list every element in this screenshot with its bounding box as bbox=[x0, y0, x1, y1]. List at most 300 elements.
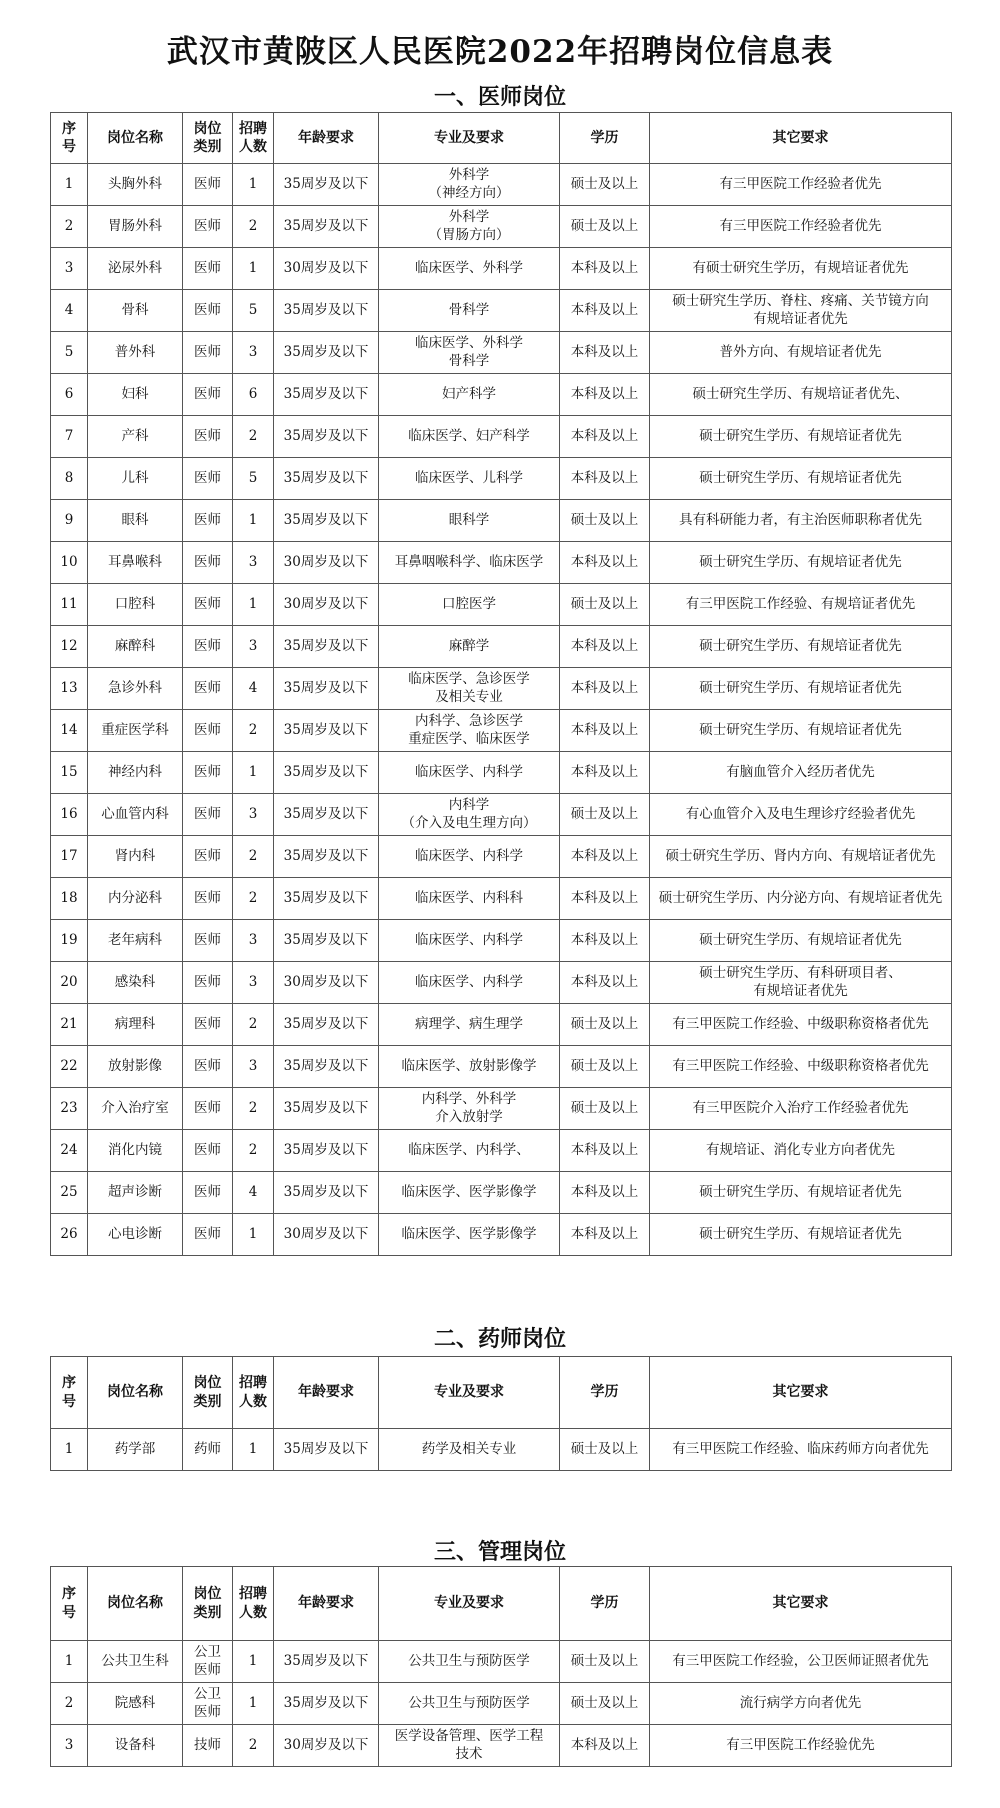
cell-major bbox=[379, 458, 560, 500]
cell-age-line: 35周岁及以下 bbox=[283, 763, 369, 780]
cell-other bbox=[650, 962, 952, 1004]
cell-age bbox=[274, 1130, 379, 1172]
cell-category-line: 医师 bbox=[194, 469, 221, 486]
header-row bbox=[51, 113, 952, 164]
cell-other bbox=[650, 248, 952, 290]
cell-position-name-line: 神经内科 bbox=[108, 763, 162, 780]
cell-other bbox=[650, 920, 952, 962]
cell-category bbox=[183, 626, 233, 668]
cell-major bbox=[379, 752, 560, 794]
cell-major-line: 临床医学、内科学 bbox=[415, 931, 523, 948]
cell-education-line: 本科及以上 bbox=[570, 259, 639, 276]
cell-major-line: 重症医学、临床医学 bbox=[408, 730, 530, 747]
cell-other bbox=[650, 1130, 952, 1172]
cell-seq-line: 11 bbox=[60, 595, 78, 612]
cell-age-line: 30周岁及以下 bbox=[283, 553, 369, 570]
cell-seq bbox=[51, 458, 88, 500]
cell-seq bbox=[51, 920, 88, 962]
cell-headcount-line: 1 bbox=[248, 1694, 258, 1711]
table-row bbox=[51, 626, 952, 668]
cell-position-name bbox=[88, 1172, 183, 1214]
cell-other-line: 硕士研究生学历、有科研项目者、 bbox=[699, 964, 902, 981]
cell-seq bbox=[51, 332, 88, 374]
cell-seq bbox=[51, 1214, 88, 1256]
cell-major bbox=[379, 332, 560, 374]
cell-position-name bbox=[88, 542, 183, 584]
cell-seq bbox=[51, 752, 88, 794]
cell-other bbox=[650, 794, 952, 836]
cell-category bbox=[183, 1088, 233, 1130]
cell-position-name-line: 耳鼻喉科 bbox=[108, 553, 162, 570]
table-row bbox=[51, 290, 952, 332]
cell-other bbox=[650, 206, 952, 248]
cell-category-line: 医师 bbox=[194, 805, 221, 822]
column-header-education bbox=[560, 1567, 650, 1641]
cell-position-name bbox=[88, 626, 183, 668]
column-header-headcount bbox=[233, 1567, 274, 1641]
column-header-text: 专业及要求 bbox=[434, 1384, 504, 1401]
cell-position-name-line: 口腔科 bbox=[114, 595, 156, 612]
cell-other-line: 硕士研究生学历、有规培证者优先 bbox=[699, 553, 902, 570]
cell-position-name-line: 放射影像 bbox=[108, 1057, 162, 1074]
cell-major bbox=[379, 1046, 560, 1088]
column-header-text: 招聘 bbox=[239, 120, 267, 137]
cell-major-line: 临床医学、妇产科学 bbox=[408, 427, 530, 444]
cell-major-line: 药学及相关专业 bbox=[421, 1440, 517, 1457]
cell-major bbox=[379, 878, 560, 920]
cell-education bbox=[560, 1725, 650, 1767]
cell-education-line: 本科及以上 bbox=[570, 553, 639, 570]
cell-category bbox=[183, 1725, 233, 1767]
cell-seq bbox=[51, 1046, 88, 1088]
cell-seq-line: 17 bbox=[60, 847, 78, 864]
column-header-text: 序 bbox=[62, 120, 76, 137]
cell-education bbox=[560, 542, 650, 584]
cell-position-name-line: 胃肠外科 bbox=[108, 217, 162, 234]
cell-age bbox=[274, 878, 379, 920]
cell-position-name-line: 普外科 bbox=[114, 343, 156, 360]
cell-seq-line: 25 bbox=[60, 1183, 78, 1200]
cell-seq-line: 24 bbox=[60, 1141, 78, 1158]
cell-category-line: 医师 bbox=[194, 511, 221, 528]
cell-headcount-line: 1 bbox=[248, 595, 258, 612]
cell-position-name-line: 消化内镜 bbox=[108, 1141, 162, 1158]
cell-position-name bbox=[88, 248, 183, 290]
column-header-text: 类别 bbox=[193, 139, 222, 155]
cell-seq bbox=[51, 500, 88, 542]
cell-other bbox=[650, 374, 952, 416]
column-header-text: 岗位 bbox=[193, 120, 222, 137]
cell-age bbox=[274, 584, 379, 626]
cell-major-line: 麻醉学 bbox=[448, 637, 490, 654]
cell-education-line: 硕士及以上 bbox=[570, 511, 639, 528]
column-header-seq bbox=[51, 113, 88, 164]
cell-major-line: 口腔医学 bbox=[442, 595, 496, 612]
cell-other-line: 硕士研究生学历、有规培证者优先 bbox=[699, 1183, 902, 1200]
column-header-age bbox=[274, 1357, 379, 1429]
cell-education bbox=[560, 1130, 650, 1172]
cell-other bbox=[650, 500, 952, 542]
cell-education-line: 本科及以上 bbox=[570, 889, 639, 906]
cell-education-line: 本科及以上 bbox=[570, 1141, 639, 1158]
cell-age bbox=[274, 752, 379, 794]
cell-headcount-line: 1 bbox=[248, 1225, 258, 1242]
cell-other-line: 具有科研能力者，有主治医师职称者优先 bbox=[679, 511, 922, 528]
cell-seq bbox=[51, 374, 88, 416]
cell-seq bbox=[51, 164, 88, 206]
cell-seq-line: 6 bbox=[64, 385, 74, 402]
cell-major-line: 临床医学、儿科学 bbox=[415, 469, 523, 486]
cell-other bbox=[650, 878, 952, 920]
cell-age bbox=[274, 374, 379, 416]
cell-education bbox=[560, 248, 650, 290]
cell-headcount bbox=[233, 290, 274, 332]
cell-seq-line: 10 bbox=[60, 553, 78, 570]
cell-position-name bbox=[88, 1725, 183, 1767]
cell-headcount bbox=[233, 164, 274, 206]
cell-category-line: 医师 bbox=[194, 427, 221, 444]
cell-age-line: 35周岁及以下 bbox=[283, 1183, 369, 1200]
cell-headcount-line: 2 bbox=[248, 889, 258, 906]
cell-category bbox=[183, 164, 233, 206]
cell-position-name-line: 老年病科 bbox=[108, 931, 162, 948]
cell-education bbox=[560, 626, 650, 668]
cell-age-line: 30周岁及以下 bbox=[283, 259, 369, 276]
cell-education-line: 硕士及以上 bbox=[570, 175, 639, 192]
cell-seq bbox=[51, 1172, 88, 1214]
column-header-text: 序 bbox=[62, 1375, 76, 1392]
cell-headcount bbox=[233, 1683, 274, 1725]
table-row bbox=[51, 1004, 952, 1046]
cell-age bbox=[274, 1214, 379, 1256]
cell-headcount-line: 1 bbox=[248, 175, 258, 192]
table-row bbox=[51, 1683, 952, 1725]
cell-seq-line: 13 bbox=[60, 679, 78, 696]
cell-other bbox=[650, 1429, 952, 1471]
cell-major-line: 公共卫生与预防医学 bbox=[408, 1652, 530, 1669]
cell-major-line: 临床医学、内科学 bbox=[415, 847, 523, 864]
cell-headcount bbox=[233, 248, 274, 290]
cell-age-line: 35周岁及以下 bbox=[283, 637, 369, 654]
table-row bbox=[51, 1429, 952, 1471]
cell-age-line: 35周岁及以下 bbox=[283, 1141, 369, 1158]
cell-headcount bbox=[233, 458, 274, 500]
cell-seq-line: 12 bbox=[60, 637, 78, 654]
header-row bbox=[51, 1357, 952, 1429]
cell-seq bbox=[51, 710, 88, 752]
cell-major bbox=[379, 584, 560, 626]
cell-category-line: 医师 bbox=[194, 1099, 221, 1116]
cell-other-line: 普外方向、有规培证者优先 bbox=[719, 343, 882, 360]
cell-position-name bbox=[88, 374, 183, 416]
cell-seq-line: 14 bbox=[60, 721, 78, 738]
cell-category bbox=[183, 374, 233, 416]
cell-age bbox=[274, 626, 379, 668]
cell-education-line: 本科及以上 bbox=[570, 1183, 639, 1200]
cell-headcount-line: 1 bbox=[248, 763, 258, 780]
cell-major bbox=[379, 374, 560, 416]
column-header-text: 招聘 bbox=[239, 1375, 267, 1392]
cell-seq bbox=[51, 206, 88, 248]
cell-position-name-line: 重症医学科 bbox=[101, 721, 169, 738]
cell-headcount-line: 1 bbox=[248, 259, 258, 276]
cell-major-line: 内科学 bbox=[448, 796, 490, 813]
cell-category-line: 医师 bbox=[194, 1183, 221, 1200]
cell-headcount bbox=[233, 416, 274, 458]
table-row bbox=[51, 164, 952, 206]
table-row bbox=[51, 206, 952, 248]
cell-education-line: 本科及以上 bbox=[570, 427, 639, 444]
cell-seq bbox=[51, 1429, 88, 1471]
column-header-text: 号 bbox=[62, 1393, 76, 1410]
cell-headcount-line: 2 bbox=[248, 1015, 258, 1032]
cell-education bbox=[560, 374, 650, 416]
cell-headcount-line: 2 bbox=[248, 1099, 258, 1116]
cell-education bbox=[560, 1214, 650, 1256]
cell-age-line: 35周岁及以下 bbox=[283, 1057, 369, 1074]
cell-education-line: 硕士及以上 bbox=[570, 805, 639, 822]
cell-seq-line: 8 bbox=[64, 469, 74, 486]
cell-category bbox=[183, 416, 233, 458]
column-header-headcount bbox=[233, 113, 274, 164]
cell-position-name-line: 设备科 bbox=[114, 1736, 156, 1753]
cell-category bbox=[183, 1172, 233, 1214]
cell-headcount-line: 2 bbox=[248, 721, 258, 738]
cell-position-name-line: 眼科 bbox=[121, 511, 149, 528]
cell-category bbox=[183, 1683, 233, 1725]
cell-category bbox=[183, 962, 233, 1004]
cell-seq-line: 2 bbox=[64, 217, 74, 234]
cell-headcount bbox=[233, 1088, 274, 1130]
cell-major-line: 技术 bbox=[455, 1745, 483, 1762]
table-row bbox=[51, 1172, 952, 1214]
cell-other bbox=[650, 416, 952, 458]
cell-headcount-line: 3 bbox=[248, 637, 258, 654]
management-positions-table bbox=[50, 1566, 952, 1767]
cell-headcount bbox=[233, 752, 274, 794]
cell-other bbox=[650, 710, 952, 752]
cell-age-line: 35周岁及以下 bbox=[283, 931, 369, 948]
cell-other-line: 硕士研究生学历、有规培证者优先 bbox=[699, 469, 902, 486]
column-header-text: 招聘 bbox=[239, 1586, 267, 1603]
cell-other-line: 有硕士研究生学历，有规培证者优先 bbox=[692, 259, 909, 276]
cell-age-line: 35周岁及以下 bbox=[283, 343, 369, 360]
cell-seq bbox=[51, 1641, 88, 1683]
cell-age bbox=[274, 1725, 379, 1767]
cell-category-line: 医师 bbox=[194, 889, 221, 906]
cell-position-name bbox=[88, 290, 183, 332]
column-header-text: 人数 bbox=[239, 1604, 267, 1621]
cell-seq-line: 2 bbox=[64, 1694, 74, 1711]
cell-position-name-line: 麻醉科 bbox=[114, 637, 156, 654]
cell-major bbox=[379, 1172, 560, 1214]
cell-category-line: 医师 bbox=[194, 217, 221, 234]
cell-seq-line: 5 bbox=[64, 343, 74, 360]
cell-position-name-line: 感染科 bbox=[114, 973, 156, 990]
cell-major-line: 骨科学 bbox=[448, 352, 490, 369]
cell-other-line: 有规培证者优先 bbox=[753, 310, 848, 327]
cell-seq-line: 19 bbox=[60, 931, 78, 948]
cell-category bbox=[183, 836, 233, 878]
cell-age-line: 35周岁及以下 bbox=[283, 721, 369, 738]
cell-other bbox=[650, 1641, 952, 1683]
table-row bbox=[51, 920, 952, 962]
cell-age bbox=[274, 1683, 379, 1725]
cell-category bbox=[183, 1429, 233, 1471]
cell-seq-line: 18 bbox=[60, 889, 78, 906]
cell-age-line: 35周岁及以下 bbox=[283, 1694, 369, 1711]
cell-position-name bbox=[88, 164, 183, 206]
cell-position-name-line: 儿科 bbox=[121, 469, 149, 486]
cell-other bbox=[650, 1172, 952, 1214]
cell-other-line: 硕士研究生学历、脊柱、疼痛、关节镜方向 bbox=[672, 292, 929, 309]
cell-age-line: 35周岁及以下 bbox=[283, 1440, 369, 1457]
cell-age bbox=[274, 836, 379, 878]
column-header-headcount bbox=[233, 1357, 274, 1429]
cell-seq-line: 7 bbox=[64, 427, 74, 444]
cell-education bbox=[560, 920, 650, 962]
cell-seq bbox=[51, 1088, 88, 1130]
cell-education-line: 硕士及以上 bbox=[570, 1015, 639, 1032]
cell-major-line: 公共卫生与预防医学 bbox=[408, 1694, 530, 1711]
cell-headcount-line: 6 bbox=[248, 385, 258, 402]
column-header-text: 学历 bbox=[590, 1595, 619, 1612]
cell-position-name bbox=[88, 1088, 183, 1130]
cell-age-line: 35周岁及以下 bbox=[283, 1015, 369, 1032]
cell-major-line: 眼科学 bbox=[448, 511, 490, 528]
cell-other-line: 硕士研究生学历、有规培证者优先 bbox=[699, 931, 902, 948]
cell-category bbox=[183, 1130, 233, 1172]
cell-age-line: 30周岁及以下 bbox=[283, 973, 369, 990]
cell-major-line: （神经方向） bbox=[428, 184, 510, 201]
cell-major bbox=[379, 836, 560, 878]
cell-education bbox=[560, 710, 650, 752]
cell-other-line: 硕士研究生学历、有规培证者优先 bbox=[699, 679, 902, 696]
cell-other-line: 有脑血管介入经历者优先 bbox=[726, 763, 875, 780]
cell-major bbox=[379, 290, 560, 332]
cell-seq-line: 21 bbox=[60, 1015, 78, 1032]
cell-headcount-line: 4 bbox=[248, 679, 258, 696]
cell-seq bbox=[51, 416, 88, 458]
cell-headcount bbox=[233, 1172, 274, 1214]
cell-headcount-line: 2 bbox=[248, 1736, 258, 1753]
cell-headcount bbox=[233, 374, 274, 416]
cell-major-line: 临床医学、外科学 bbox=[415, 334, 523, 351]
cell-category bbox=[183, 542, 233, 584]
cell-position-name bbox=[88, 1214, 183, 1256]
cell-age-line: 35周岁及以下 bbox=[283, 175, 369, 192]
table-row bbox=[51, 1214, 952, 1256]
cell-education bbox=[560, 1046, 650, 1088]
column-header-text: 专业及要求 bbox=[434, 129, 504, 146]
cell-position-name-line: 骨科 bbox=[121, 301, 149, 318]
cell-category bbox=[183, 878, 233, 920]
cell-category-line: 医师 bbox=[194, 847, 221, 864]
cell-position-name bbox=[88, 332, 183, 374]
cell-major bbox=[379, 962, 560, 1004]
cell-position-name bbox=[88, 584, 183, 626]
cell-category-line: 公卫 bbox=[194, 1685, 221, 1702]
cell-major bbox=[379, 500, 560, 542]
cell-seq bbox=[51, 542, 88, 584]
cell-other-line: 有三甲医院工作经验、中级职称资格者优先 bbox=[672, 1057, 929, 1074]
cell-headcount-line: 1 bbox=[248, 511, 258, 528]
cell-position-name bbox=[88, 1429, 183, 1471]
cell-headcount-line: 2 bbox=[248, 1141, 258, 1158]
cell-other bbox=[650, 668, 952, 710]
cell-age bbox=[274, 500, 379, 542]
table-row bbox=[51, 332, 952, 374]
cell-education bbox=[560, 1004, 650, 1046]
cell-category bbox=[183, 1004, 233, 1046]
column-header-position-name bbox=[88, 1567, 183, 1641]
cell-other bbox=[650, 1004, 952, 1046]
cell-headcount bbox=[233, 206, 274, 248]
cell-major bbox=[379, 626, 560, 668]
cell-major-line: （介入及电生理方向） bbox=[401, 814, 537, 831]
cell-other-line: 硕士研究生学历、有规培证者优先 bbox=[699, 721, 902, 738]
cell-headcount bbox=[233, 1429, 274, 1471]
cell-age bbox=[274, 1004, 379, 1046]
cell-headcount bbox=[233, 332, 274, 374]
cell-category bbox=[183, 332, 233, 374]
cell-headcount bbox=[233, 626, 274, 668]
cell-age bbox=[274, 458, 379, 500]
cell-age bbox=[274, 416, 379, 458]
column-header-text: 年龄要求 bbox=[298, 1384, 354, 1401]
cell-category-line: 医师 bbox=[194, 1661, 221, 1678]
cell-category-line: 公卫 bbox=[194, 1643, 221, 1660]
cell-major bbox=[379, 248, 560, 290]
cell-major-line: 介入放射学 bbox=[435, 1108, 503, 1125]
cell-category bbox=[183, 1214, 233, 1256]
column-header-text: 号 bbox=[62, 139, 76, 155]
cell-other bbox=[650, 1088, 952, 1130]
column-header-text: 人数 bbox=[239, 1393, 267, 1410]
column-header-text: 序 bbox=[62, 1586, 76, 1603]
column-header-text: 岗位 bbox=[193, 1586, 222, 1603]
cell-seq-line: 26 bbox=[60, 1225, 78, 1242]
cell-position-name-line: 急诊外科 bbox=[108, 679, 162, 696]
cell-other bbox=[650, 584, 952, 626]
cell-category bbox=[183, 710, 233, 752]
cell-seq-line: 20 bbox=[60, 973, 78, 990]
cell-major bbox=[379, 1429, 560, 1471]
cell-position-name-line: 妇科 bbox=[121, 385, 149, 402]
cell-other-line: 有三甲医院工作经验，公卫医师证照者优先 bbox=[672, 1652, 929, 1669]
cell-category-line: 医师 bbox=[194, 343, 221, 360]
cell-headcount bbox=[233, 584, 274, 626]
cell-education-line: 本科及以上 bbox=[570, 637, 639, 654]
column-header-age bbox=[274, 1567, 379, 1641]
cell-position-name bbox=[88, 752, 183, 794]
column-header-text: 其它要求 bbox=[772, 129, 829, 146]
cell-position-name-line: 肾内科 bbox=[114, 847, 156, 864]
cell-other bbox=[650, 458, 952, 500]
cell-headcount-line: 3 bbox=[248, 973, 258, 990]
cell-age-line: 35周岁及以下 bbox=[283, 889, 369, 906]
cell-age-line: 35周岁及以下 bbox=[283, 469, 369, 486]
table-row bbox=[51, 542, 952, 584]
cell-category-line: 药师 bbox=[194, 1440, 221, 1457]
cell-major bbox=[379, 206, 560, 248]
cell-position-name-line: 病理科 bbox=[114, 1015, 156, 1032]
cell-major bbox=[379, 1725, 560, 1767]
cell-category bbox=[183, 1641, 233, 1683]
cell-other bbox=[650, 1725, 952, 1767]
cell-category-line: 医师 bbox=[194, 1057, 221, 1074]
cell-other-line: 有规培证者优先 bbox=[753, 982, 848, 999]
